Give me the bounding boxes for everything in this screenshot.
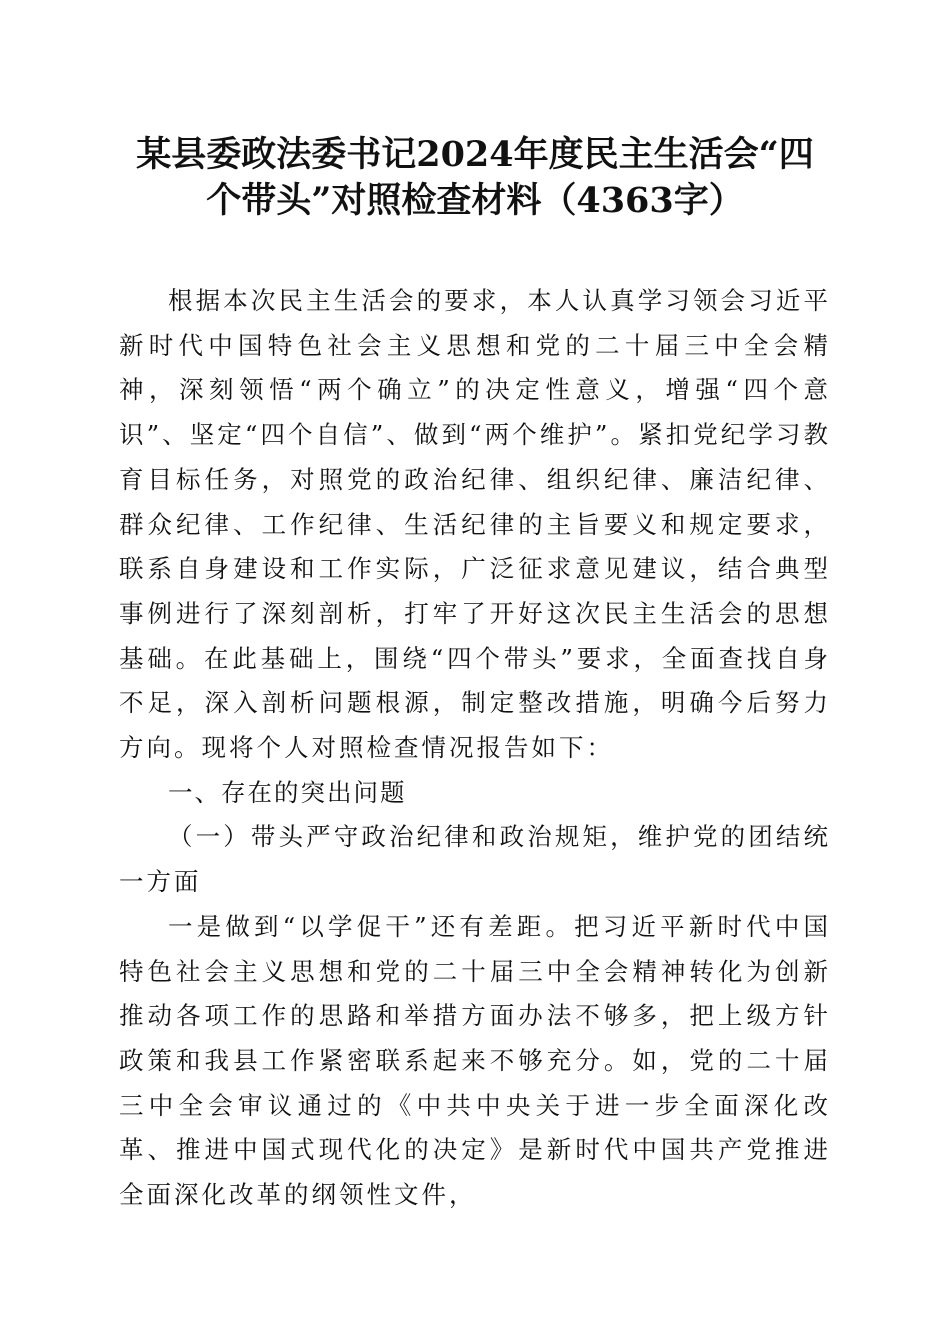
subsection-heading-1: （一）带头严守政治纪律和政治规矩，维护党的团结统一方面 [119, 822, 831, 897]
title-line-1: 某县委政法委书记2024年度民主生活会“四 [136, 134, 814, 175]
document-body [119, 279, 831, 1218]
title-line-2: 个带头”对照检查材料（4363字） [206, 180, 744, 221]
intro-paragraph: 根据本次民主生活会的要求，本人认真学习领会习近平新时代中国特色社会主义思想和党的二十届三中全会精神，深刻领悟“两个确立”的决定性意义，增强“四个意识”、坚定“四个自信”、做到“两个维护”。紧扣党纪学习教育目标任务，对照党的政治纪律、组织纪律、廉洁纪律、群众纪律、工作纪律、生活纪律的主旨要义和规定要求，联系自身建设和工作实际，广泛征求意见建议，结合典型事例进行了深刻剖析，打牢了开好这次民主生活会的思想基础。在此基础上，围绕“四个带头”要求，全面查找自身不足，深入剖析问题根源，制定整改措施，明确今后努力方向。现将个人对照检查情况报告如下： [119, 286, 831, 763]
point-paragraph-1: 一是做到“以学促干”还有差距。把习近平新时代中国特色社会主义思想和党的二十届三中全会精神转化为创新推动各项工作的思路和举措方面办法不够多，把上级方针政策和我县工作紧密联系起来不够充分。如，党的二十届三中全会审议通过的《中共中央关于进一步全面深化改革、推进中国式现代化的决定》是新时代中国共产党推进全面深化改革的纲领性文件， [119, 911, 831, 1210]
section-heading-1: 一、存在的突出问题 [168, 777, 407, 807]
document-title [110, 132, 840, 224]
